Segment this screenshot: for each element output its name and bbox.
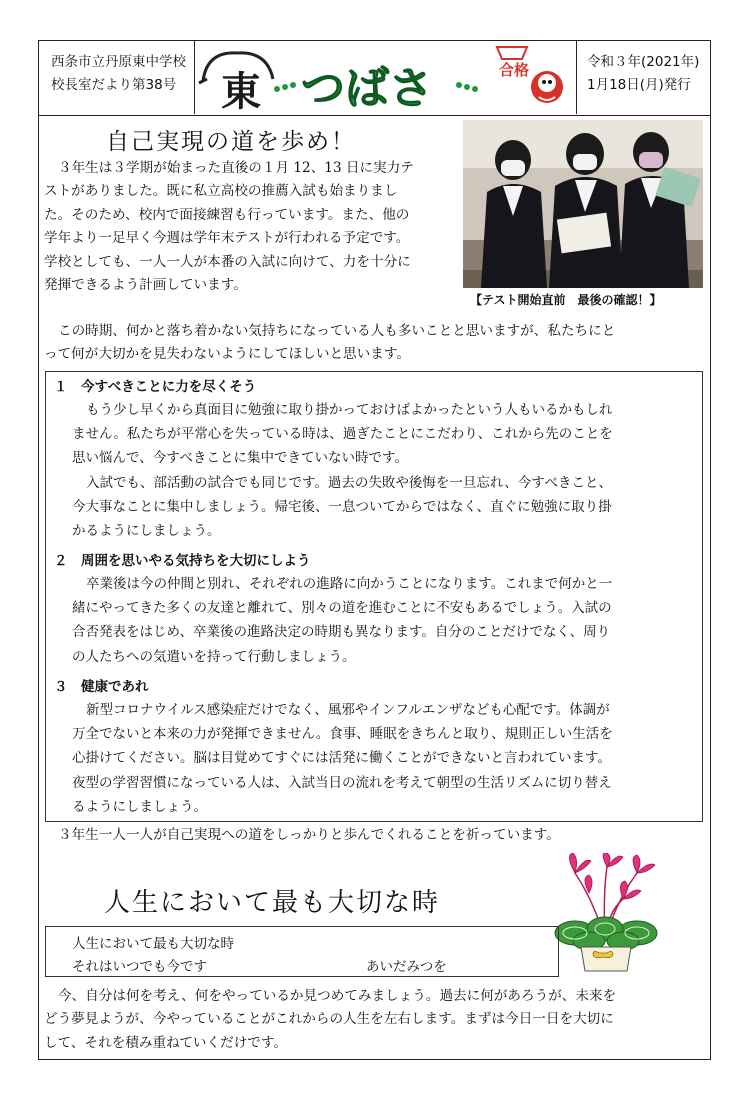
paragraph-line: この時期、何かと落ち着かない気持ちになっている人も多いことと思いますが、私たちにと [58,323,616,339]
quote-box [45,926,559,977]
item-line: 緒にやってきた多くの友達と離れて、別々の道を進むことに不安もあるでしょう。入試の [72,600,612,617]
photo-caption: 【テスト開始直前 最後の確認！】 [470,293,662,307]
intro-line: ３年生は３学期が始まった直後の１月 12、13 日に実力テ [58,160,414,176]
intro-line: ストがありました。既に私立高校の推薦入試も始まりまし [44,183,398,200]
school-name: 西条市立丹原東中学校 [51,54,186,70]
quote-author: あいだみつを [366,959,447,975]
intro-line: 発揮できるよう計画しています。 [44,277,247,294]
item-line: ません。私たちが平常心を失っている時は、過ぎたことにこだわり、これから先のことを [72,426,613,443]
item-line: 今大事なことに集中しましょう。帰宅後、一息ついてからではなく、直ぐに勉強に取り掛 [72,498,612,515]
paragraph-line: って何が大切かを見失わないようにしてほしいと思います。 [44,346,410,363]
item-line: るようにしましょう。 [72,798,207,815]
item-line: もう少し早くから真面目に勉強に取り掛かっておけばよかったという人もいるかもしれ [86,402,613,418]
key-points-box [45,371,703,822]
item-line: 夜型の学習習慣になっている人は、入試当日の流れを考えて朝型の生活リズムに切り替え [72,774,612,791]
item-line: 心掛けてください。脳は目覚めてすぐには活発に働くことができないと言われています。 [72,750,611,767]
paragraph-line: どう夢見ようが、今やっていることがこれからの人生を左右します。まずは今日一日を大切に [44,1011,614,1028]
masthead-kanji: 東 [221,69,261,114]
item-body [72,698,702,819]
article1-intro [44,157,464,297]
item-line: 新型コロナウイルス感染症だけでなく、風邪やインフルエンザなども心配です。体調が [86,702,610,718]
article2-title: 人生において最も大切な時 [104,888,441,918]
article1-title: 自己実現の道を歩め！ [106,129,356,155]
item-line: 入試でも、部活動の試合でも同じです。過去の失敗や後悔を一旦忘れ、今すべきこと、 [86,474,612,491]
pass-stamp-icon [497,47,563,103]
intro-line: た。そのため、校内で面接練習も行っています。また、他の [44,206,410,223]
item-heading: ２ 周囲を思いやる気持ちを大切にしよう [54,553,311,569]
article1-closing: ３年生一人一人が自己実現への道をしっかりと歩んでくれることを祈っています。 [58,827,560,843]
masthead-logo [197,41,575,114]
intro-line: 学校としても、一人一人が本番の入試に向けて、力を十分に [44,253,411,270]
newsletter-header [38,40,711,116]
item-heading: ３ 健康であれ [54,679,149,695]
students-photo [463,120,703,288]
svg-text:合格: 合格 [499,61,530,79]
masthead-title: つばさ [301,63,433,114]
paragraph-line: して、それを積み重ねていくだけです。 [44,1034,287,1051]
item-line: の人たちへの気遣いを持って行動しましょう。 [72,648,356,665]
item-line: 合否発表をはじめ、卒業後の進路決定の時期も異なります。自分のことだけでなく、周り [72,624,611,641]
item-line: かるようにしましょう。 [72,523,221,540]
publish-date: 1月18日(月)発行 [587,77,691,93]
paragraph-line: 今、自分は何を考え、何をやっているか見つめてみましょう。過去に何があろうが、未来を [58,988,617,1004]
item-line: 思い悩んで、今すべきことに集中できていない時です。 [72,450,408,467]
quote-line: それはいつでも今です [72,959,207,975]
item-line: 卒業後は今の仲間と別れ、それぞれの進路に向かうことになります。これまで何かと一 [86,576,613,592]
issue-number: 校長室だより第38号 [51,77,177,93]
quote-line: 人生において最も大切な時 [72,936,234,952]
item-line: 万全でないと本来の力が発揮できません。食事、睡眠をきちんと取り、規則正しい生活を [72,726,613,743]
item-body [72,572,702,669]
issue-date: 令和３年(2021年) [587,54,700,70]
item-heading: １ 今すべきことに力を尽くそう [54,379,257,395]
article1-paragraph2 [44,320,706,367]
article2-body [44,985,710,1055]
intro-line: 学年より一足早く今週は学年末テストが行われる予定です。 [44,230,410,247]
item-body [72,398,702,543]
cyclamen-illustration [545,853,667,973]
header-date-info [576,41,710,114]
header-school-info [39,41,195,114]
